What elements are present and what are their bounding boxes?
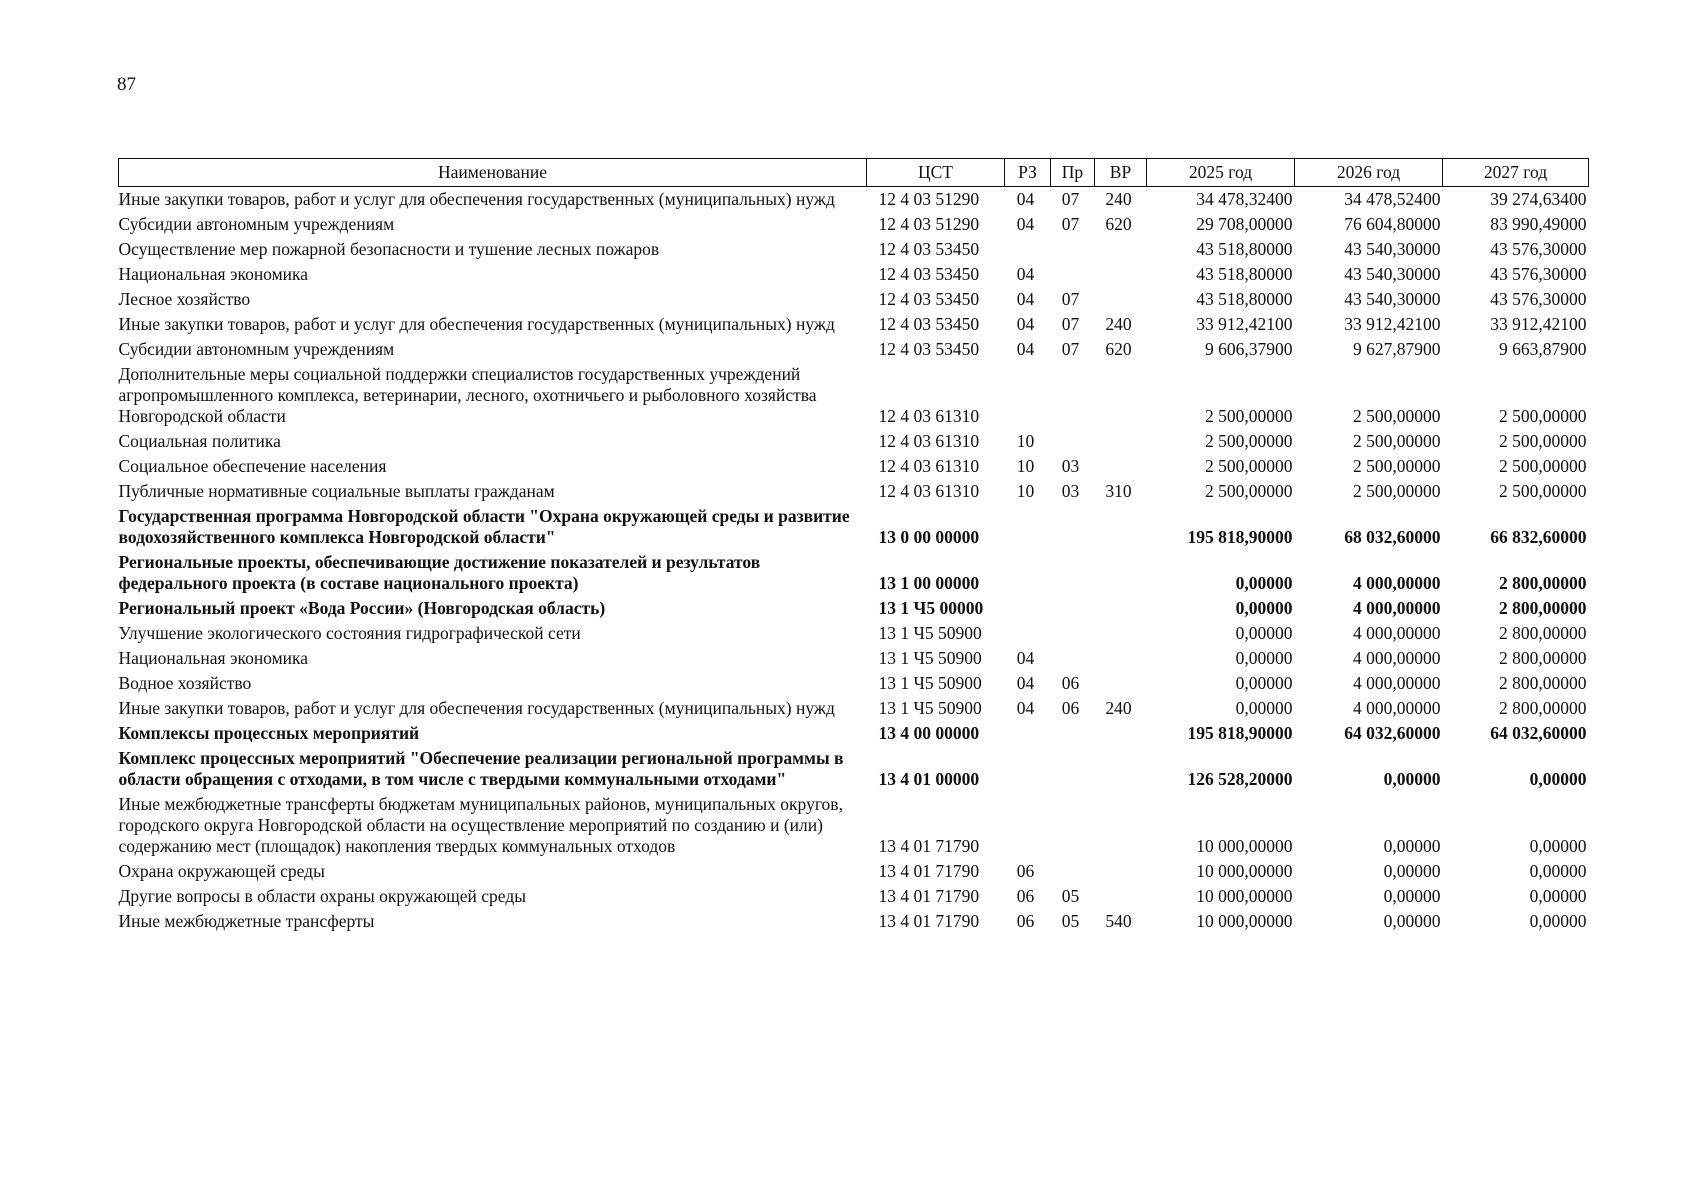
- table-row: [119, 506, 1589, 552]
- table-row: [119, 911, 1589, 936]
- cell-y2025: 10 000,00000: [1196, 886, 1293, 906]
- cell-y2025: 9 606,37900: [1205, 339, 1293, 359]
- cell-pr: [1051, 794, 1095, 861]
- cell-rz: [1005, 794, 1051, 861]
- cell-vr: [1095, 431, 1147, 456]
- table-row: [119, 314, 1589, 339]
- cell-rz: 06: [1016, 861, 1035, 881]
- cell-name: Комплекс процессных мероприятий "Обеспечение реализации региональной программы в области обращения с отходами, в том числе с твердыми коммунальными отходами": [118, 748, 844, 789]
- cell-vr: [1095, 239, 1147, 264]
- cell-rz: 10: [1016, 456, 1035, 476]
- cell-vr: [1095, 264, 1147, 289]
- cell-cst: 13 1 Ч5 50900: [878, 648, 982, 668]
- cell-name: Лесное хозяйство: [118, 289, 251, 309]
- cell-name: Региональный проект «Вода России» (Новгородская область): [118, 598, 606, 618]
- cell-y2025: 2 500,00000: [1205, 456, 1293, 476]
- cell-cst: 12 4 03 53450: [878, 239, 980, 259]
- table-row: [119, 886, 1589, 911]
- cell-pr: [1051, 598, 1095, 623]
- cell-y2026: 4 000,00000: [1353, 623, 1441, 643]
- cell-vr: [1095, 794, 1147, 861]
- cell-name: Государственная программа Новгородской области "Охрана окружающей среды и развитие водохозяйственного комплекса Новгородской области": [118, 506, 850, 547]
- cell-y2026: 0,00000: [1383, 836, 1441, 856]
- cell-name: Субсидии автономным учреждениям: [118, 214, 395, 234]
- cell-cst: 13 4 00 00000: [878, 723, 980, 743]
- table-row: [119, 456, 1589, 481]
- cell-rz: [1005, 723, 1051, 748]
- cell-y2026: 4 000,00000: [1353, 598, 1441, 618]
- cell-y2026: 0,00000: [1383, 769, 1441, 789]
- cell-rz: 06: [1016, 911, 1035, 931]
- cell-y2027: 2 500,00000: [1499, 431, 1587, 451]
- cell-y2025: 0,00000: [1235, 573, 1293, 593]
- cell-rz: 04: [1016, 189, 1035, 209]
- cell-name: Иные межбюджетные трансферты бюджетам муниципальных районов, муниципальных округов, городского округа Новгородской области на осуществление мероприятий по созданию и (или) содержанию мест (площадок) накопления твердых коммунальных отходов: [118, 794, 843, 856]
- cell-pr: [1051, 648, 1095, 673]
- cell-rz: 04: [1016, 214, 1035, 234]
- cell-y2027: 43 576,30000: [1490, 289, 1587, 309]
- cell-name: Социальное обеспечение населения: [118, 456, 387, 476]
- table-row: [119, 623, 1589, 648]
- header-cst: ЦСТ: [867, 159, 1005, 187]
- cell-cst: 12 4 03 53450: [878, 339, 980, 359]
- cell-y2025: 43 518,80000: [1196, 239, 1293, 259]
- cell-cst: 13 1 Ч5 50900: [878, 623, 982, 643]
- cell-name: Национальная экономика: [118, 264, 309, 284]
- cell-cst: 13 4 01 71790: [878, 836, 980, 856]
- cell-rz: [1005, 364, 1051, 431]
- cell-y2027: 2 800,00000: [1499, 623, 1587, 643]
- table-row: [119, 794, 1589, 861]
- table-row: [119, 481, 1589, 506]
- cell-name: Улучшение экологического состояния гидрографической сети: [118, 623, 581, 643]
- cell-name: Иные межбюджетные трансферты: [118, 911, 375, 931]
- cell-cst: 13 4 01 71790: [878, 911, 980, 931]
- cell-rz: [1005, 506, 1051, 552]
- table-row: [119, 264, 1589, 289]
- cell-vr: [1095, 723, 1147, 748]
- cell-y2026: 76 604,80000: [1344, 214, 1441, 234]
- cell-y2026: 33 912,42100: [1344, 314, 1441, 334]
- cell-y2026: 9 627,87900: [1353, 339, 1441, 359]
- cell-pr: 07: [1061, 339, 1080, 359]
- table-row: [119, 698, 1589, 723]
- cell-cst: 13 1 00 00000: [878, 573, 980, 593]
- cell-name: Национальная экономика: [118, 648, 309, 668]
- cell-y2027: 2 500,00000: [1499, 406, 1587, 426]
- cell-pr: [1051, 723, 1095, 748]
- cell-vr: [1095, 364, 1147, 431]
- cell-y2025: 0,00000: [1235, 623, 1293, 643]
- cell-cst: 12 4 03 61310: [878, 456, 980, 476]
- cell-y2027: 64 032,60000: [1490, 723, 1587, 743]
- cell-y2027: 9 663,87900: [1499, 339, 1587, 359]
- cell-vr: 240: [1105, 698, 1132, 718]
- cell-vr: [1095, 861, 1147, 886]
- cell-rz: [1005, 598, 1051, 623]
- cell-pr: 06: [1061, 698, 1080, 718]
- cell-y2025: 0,00000: [1235, 648, 1293, 668]
- cell-cst: 13 4 01 71790: [878, 861, 980, 881]
- cell-y2025: 34 478,32400: [1196, 189, 1293, 209]
- cell-y2027: 43 576,30000: [1490, 264, 1587, 284]
- table-row: [119, 431, 1589, 456]
- cell-name: Региональные проекты, обеспечивающие достижение показателей и результатов федерального проекта (в составе национального проекта): [118, 552, 761, 593]
- cell-y2026: 43 540,30000: [1344, 264, 1441, 284]
- cell-y2025: 10 000,00000: [1196, 861, 1293, 881]
- table-row: [119, 187, 1589, 215]
- cell-y2026: 2 500,00000: [1353, 481, 1441, 501]
- header-rz: РЗ: [1005, 159, 1051, 187]
- cell-y2027: 66 832,60000: [1490, 527, 1587, 547]
- cell-cst: 13 1 Ч5 00000: [878, 598, 984, 618]
- cell-y2025: 10 000,00000: [1196, 836, 1293, 856]
- cell-pr: 05: [1061, 886, 1080, 906]
- cell-vr: 620: [1105, 214, 1132, 234]
- cell-y2027: 0,00000: [1529, 861, 1587, 881]
- cell-rz: [1005, 239, 1051, 264]
- table-row: [119, 748, 1589, 794]
- cell-y2027: 0,00000: [1529, 836, 1587, 856]
- cell-name: Охрана окружающей среды: [118, 861, 325, 881]
- cell-pr: 03: [1061, 481, 1080, 501]
- cell-cst: 12 4 03 61310: [878, 406, 980, 426]
- cell-y2026: 4 000,00000: [1353, 698, 1441, 718]
- cell-vr: [1095, 289, 1147, 314]
- cell-cst: 13 0 00 00000: [878, 527, 980, 547]
- cell-rz: 04: [1016, 339, 1035, 359]
- header-2027: 2027 год: [1443, 159, 1589, 187]
- cell-y2026: 0,00000: [1383, 886, 1441, 906]
- cell-rz: [1005, 623, 1051, 648]
- cell-name: Осуществление мер пожарной безопасности и тушение лесных пожаров: [118, 239, 660, 259]
- cell-vr: [1095, 456, 1147, 481]
- cell-y2025: 33 912,42100: [1196, 314, 1293, 334]
- cell-y2026: 4 000,00000: [1353, 648, 1441, 668]
- cell-cst: 12 4 03 53450: [878, 264, 980, 284]
- table-row: [119, 723, 1589, 748]
- cell-vr: [1095, 648, 1147, 673]
- cell-pr: [1051, 552, 1095, 598]
- cell-y2025: 195 818,90000: [1187, 527, 1293, 547]
- cell-pr: [1051, 861, 1095, 886]
- cell-cst: 12 4 03 53450: [878, 289, 980, 309]
- cell-y2027: 0,00000: [1529, 769, 1587, 789]
- cell-y2025: 0,00000: [1235, 698, 1293, 718]
- cell-rz: [1005, 748, 1051, 794]
- cell-name: Субсидии автономным учреждениям: [118, 339, 395, 359]
- cell-y2025: 2 500,00000: [1205, 481, 1293, 501]
- cell-pr: 06: [1061, 673, 1080, 693]
- cell-vr: 240: [1105, 314, 1132, 334]
- cell-y2026: 2 500,00000: [1353, 456, 1441, 476]
- table-row: [119, 214, 1589, 239]
- cell-pr: [1051, 623, 1095, 648]
- cell-y2025: 195 818,90000: [1187, 723, 1293, 743]
- cell-name: Комплексы процессных мероприятий: [118, 723, 420, 743]
- table-row: [119, 861, 1589, 886]
- cell-pr: [1051, 239, 1095, 264]
- cell-y2025: 29 708,00000: [1196, 214, 1293, 234]
- cell-y2025: 10 000,00000: [1196, 911, 1293, 931]
- cell-cst: 13 1 Ч5 50900: [878, 698, 982, 718]
- cell-y2026: 2 500,00000: [1353, 406, 1441, 426]
- cell-vr: [1095, 598, 1147, 623]
- cell-rz: 04: [1016, 673, 1035, 693]
- cell-y2027: 2 800,00000: [1499, 698, 1587, 718]
- header-2026: 2026 год: [1295, 159, 1443, 187]
- cell-y2025: 0,00000: [1235, 598, 1293, 618]
- cell-y2027: 2 500,00000: [1499, 456, 1587, 476]
- cell-vr: [1095, 623, 1147, 648]
- table-row: [119, 289, 1589, 314]
- cell-vr: [1095, 886, 1147, 911]
- cell-y2026: 43 540,30000: [1344, 289, 1441, 309]
- cell-pr: 07: [1061, 189, 1080, 209]
- cell-y2025: 2 500,00000: [1205, 406, 1293, 426]
- header-vr: ВР: [1095, 159, 1147, 187]
- cell-y2027: 39 274,63400: [1490, 189, 1587, 209]
- cell-pr: [1051, 364, 1095, 431]
- header-pr: Пр: [1051, 159, 1095, 187]
- cell-y2026: 64 032,60000: [1344, 723, 1441, 743]
- table-body: [119, 187, 1589, 937]
- cell-y2026: 68 032,60000: [1344, 527, 1441, 547]
- cell-y2026: 2 500,00000: [1353, 431, 1441, 451]
- cell-name: Иные закупки товаров, работ и услуг для обеспечения государственных (муниципальных) нужд: [118, 698, 835, 718]
- cell-rz: 04: [1016, 698, 1035, 718]
- budget-table: [118, 158, 1589, 936]
- cell-name: Водное хозяйство: [118, 673, 252, 693]
- cell-y2025: 43 518,80000: [1196, 289, 1293, 309]
- cell-name: Иные закупки товаров, работ и услуг для обеспечения государственных (муниципальных) нужд: [118, 189, 835, 209]
- cell-rz: 04: [1016, 264, 1035, 284]
- cell-y2025: 0,00000: [1235, 673, 1293, 693]
- table-row: [119, 598, 1589, 623]
- cell-name: Другие вопросы в области охраны окружающей среды: [118, 886, 526, 906]
- cell-y2027: 2 800,00000: [1499, 598, 1587, 618]
- cell-name: Социальная политика: [118, 431, 281, 451]
- cell-vr: 540: [1105, 911, 1132, 931]
- cell-y2027: 43 576,30000: [1490, 239, 1587, 259]
- cell-y2027: 2 800,00000: [1499, 648, 1587, 668]
- cell-cst: 13 4 01 00000: [878, 769, 980, 789]
- cell-name: Дополнительные меры социальной поддержки специалистов государственных учреждений агропромышленного комплекса, ветеринарии, лесного, охотничьего и рыболовного хозяйства Новгородской области: [118, 364, 817, 426]
- cell-y2027: 0,00000: [1529, 886, 1587, 906]
- cell-vr: [1095, 748, 1147, 794]
- cell-y2027: 2 500,00000: [1499, 481, 1587, 501]
- cell-y2025: 43 518,80000: [1196, 264, 1293, 284]
- cell-pr: 07: [1061, 289, 1080, 309]
- cell-y2027: 33 912,42100: [1490, 314, 1587, 334]
- table-row: [119, 364, 1589, 431]
- header-2025: 2025 год: [1147, 159, 1295, 187]
- cell-y2027: 83 990,49000: [1490, 214, 1587, 234]
- cell-y2026: 0,00000: [1383, 861, 1441, 881]
- cell-vr: 240: [1105, 189, 1132, 209]
- page-number: 87: [117, 74, 136, 95]
- cell-y2027: 2 800,00000: [1499, 673, 1587, 693]
- table-row: [119, 673, 1589, 698]
- cell-rz: 04: [1016, 648, 1035, 668]
- cell-vr: [1095, 673, 1147, 698]
- cell-vr: 620: [1105, 339, 1132, 359]
- cell-rz: [1005, 552, 1051, 598]
- cell-pr: [1051, 264, 1095, 289]
- table-row: [119, 239, 1589, 264]
- cell-rz: 06: [1016, 886, 1035, 906]
- header-name: Наименование: [119, 159, 867, 187]
- cell-name: Иные закупки товаров, работ и услуг для обеспечения государственных (муниципальных) нужд: [118, 314, 835, 334]
- cell-rz: 10: [1016, 481, 1035, 501]
- cell-cst: 13 1 Ч5 50900: [878, 673, 982, 693]
- cell-y2025: 126 528,20000: [1187, 769, 1293, 789]
- cell-y2026: 43 540,30000: [1344, 239, 1441, 259]
- cell-y2026: 4 000,00000: [1353, 673, 1441, 693]
- cell-y2026: 34 478,52400: [1344, 189, 1441, 209]
- cell-pr: [1051, 431, 1095, 456]
- cell-cst: 12 4 03 53450: [878, 314, 980, 334]
- cell-y2026: 4 000,00000: [1353, 573, 1441, 593]
- cell-vr: [1095, 506, 1147, 552]
- table-header-row: [119, 159, 1589, 187]
- cell-cst: 12 4 03 51290: [878, 189, 980, 209]
- cell-pr: [1051, 506, 1095, 552]
- cell-pr: 07: [1061, 214, 1080, 234]
- cell-cst: 13 4 01 71790: [878, 886, 980, 906]
- cell-cst: 12 4 03 51290: [878, 214, 980, 234]
- cell-rz: 04: [1016, 289, 1035, 309]
- cell-y2025: 2 500,00000: [1205, 431, 1293, 451]
- cell-y2027: 2 800,00000: [1499, 573, 1587, 593]
- cell-pr: [1051, 748, 1095, 794]
- table-row: [119, 552, 1589, 598]
- cell-pr: 05: [1061, 911, 1080, 931]
- cell-vr: 310: [1105, 481, 1132, 501]
- cell-cst: 12 4 03 61310: [878, 481, 980, 501]
- cell-pr: 07: [1061, 314, 1080, 334]
- cell-rz: 04: [1016, 314, 1035, 334]
- cell-rz: 10: [1016, 431, 1035, 451]
- table-row: [119, 648, 1589, 673]
- cell-name: Публичные нормативные социальные выплаты гражданам: [118, 481, 555, 501]
- cell-vr: [1095, 552, 1147, 598]
- cell-pr: 03: [1061, 456, 1080, 476]
- table-row: [119, 339, 1589, 364]
- cell-cst: 12 4 03 61310: [878, 431, 980, 451]
- cell-y2026: 0,00000: [1383, 911, 1441, 931]
- cell-y2027: 0,00000: [1529, 911, 1587, 931]
